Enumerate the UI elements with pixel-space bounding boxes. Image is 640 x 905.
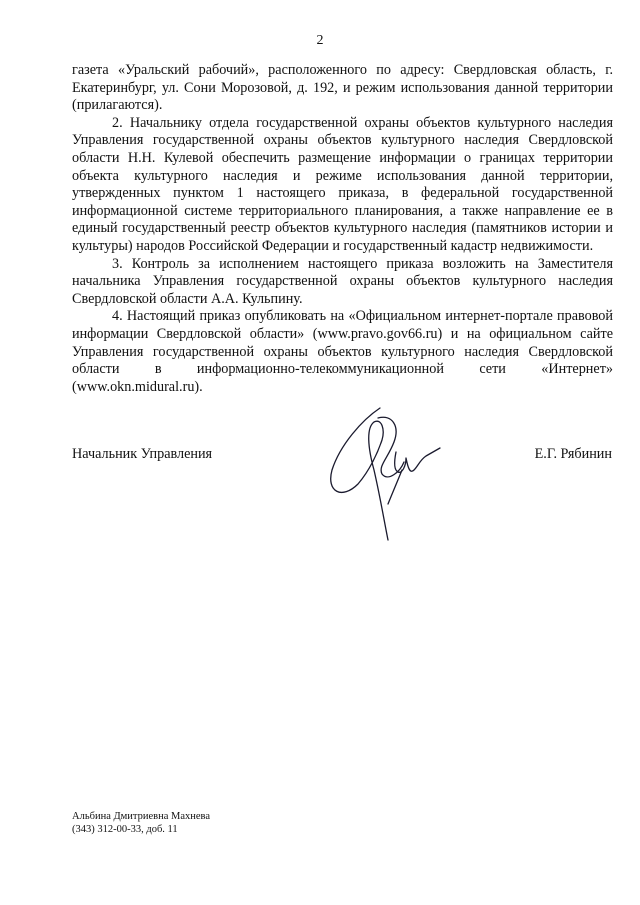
handwritten-signature <box>322 400 462 550</box>
executor-contact <box>72 810 210 836</box>
signatory-title: Начальник Управления <box>72 446 213 462</box>
executor-phone: (343) 312-00-33, доб. 11 <box>72 824 178 835</box>
paragraph-item-3: 3. Контроль за исполнением настоящего приказа возложить на Заместителя начальника Управления государственной охраны объектов культурного наследия Свердловской области А.А. Кульпину. <box>72 255 613 307</box>
document-body <box>72 62 613 396</box>
paragraph-item-4: 4. Настоящий приказ опубликовать на «Официальном интернет-портале правовой информации Свердловской области» (www.pravo.gov66.ru) и на официальном сайте Управления государственной охраны объектов культурного наследия Свердловской области в информационно-телекоммуникационной сети «Интернет» (www.okn.midural.ru). <box>72 308 613 395</box>
paragraph-continuation: газета «Уральский рабочий», расположенного по адресу: Свердловская область, г. Екатеринбург, ул. Сони Морозовой, д. 192, и режим использования данной территории (прилагаются). <box>72 62 613 114</box>
signatory-name: Е.Г. Рябинин <box>534 446 612 462</box>
executor-name: Альбина Дмитриевна Махнева <box>72 811 211 822</box>
page-number: 2 <box>316 33 324 48</box>
paragraph-item-2: 2. Начальнику отдела государственной охраны объектов культурного наследия Управления государственной охраны объектов культурного наследия Свердловской области Н.Н. Кулевой обеспечить размещение информации о границах территории объекта культурного наследия и режиме использования данной территории, утвержденных пунктом 1 настоящего приказа, в федеральной государственной информационной системе территориального планирования, а также направление ее в единый государственный реестр объектов культурного наследия (памятников истории и культуры) народов Российской Федерации и государственный кадастр недвижимости. <box>72 114 613 254</box>
